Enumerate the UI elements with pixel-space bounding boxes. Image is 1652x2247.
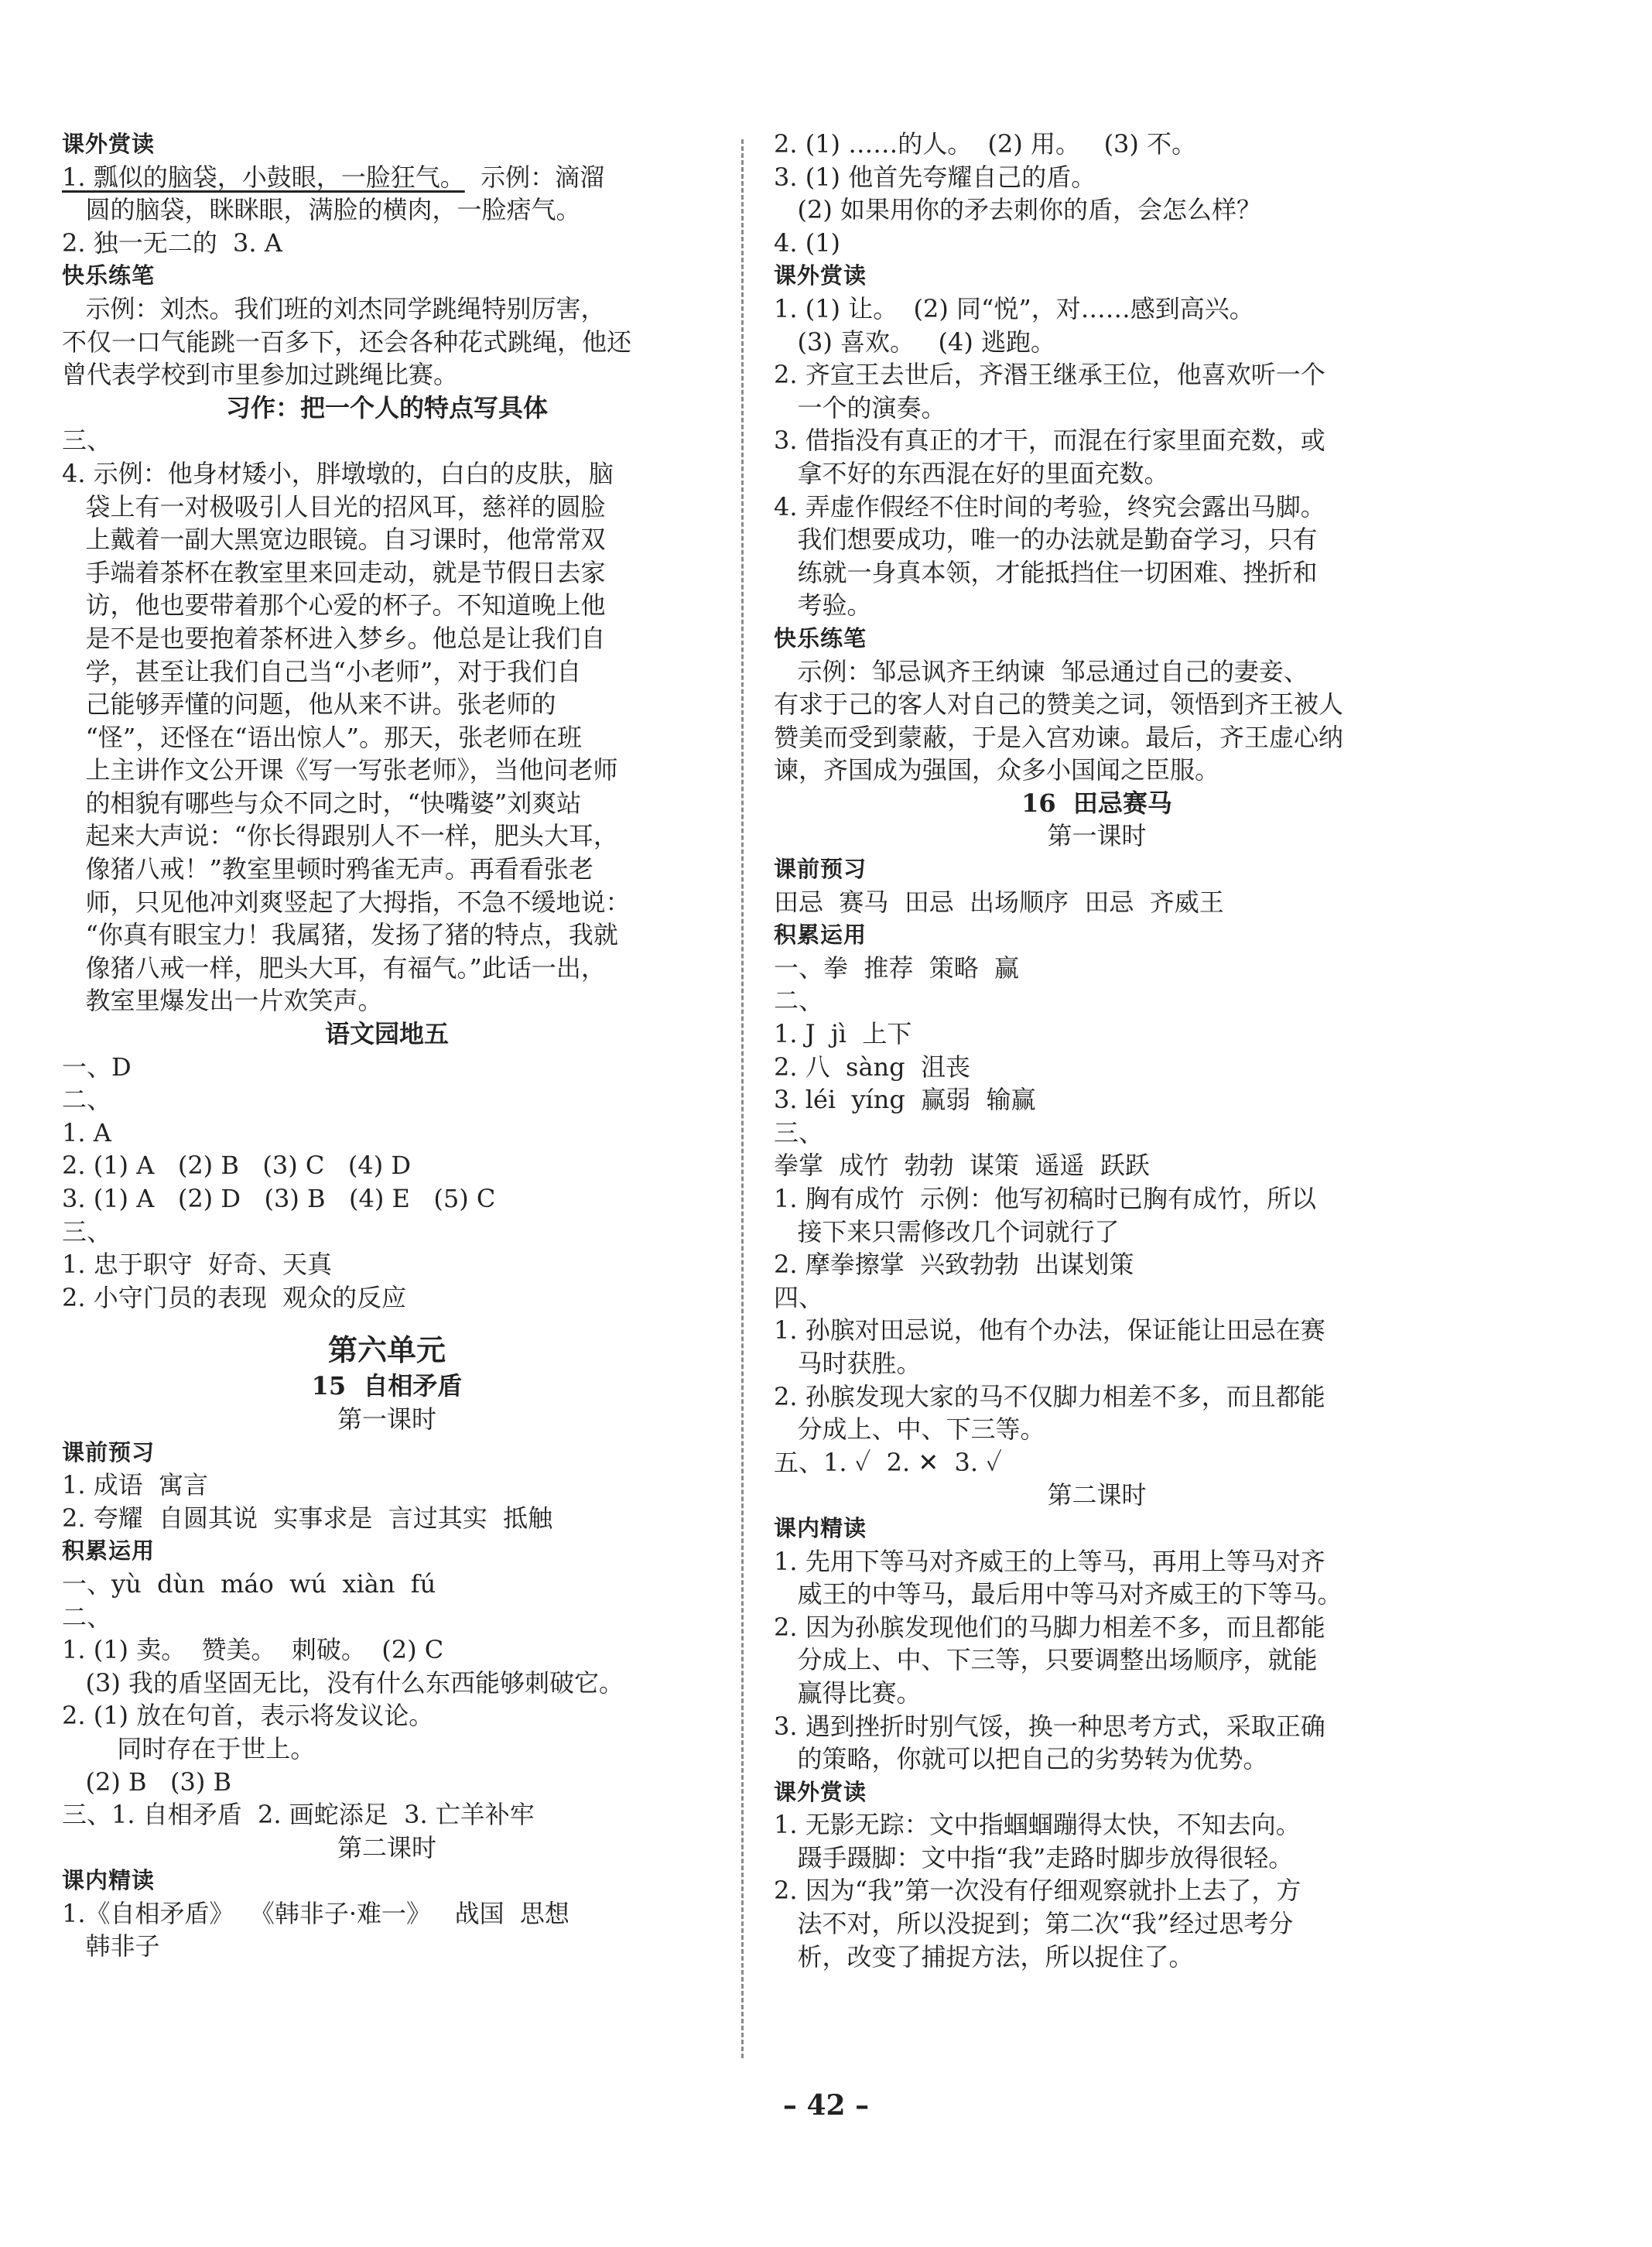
answer-line: 马时获胜。 xyxy=(774,1348,922,1378)
answer-line: 赢得比赛。 xyxy=(774,1678,922,1708)
answer-line: 2. 因为“我”第一次没有仔细观察就扑上去了，方 xyxy=(774,1876,1301,1906)
answer-line: 考验。 xyxy=(774,590,872,621)
period-title: 第二课时 xyxy=(1047,1480,1147,1510)
answer-line: 三、 xyxy=(774,1117,824,1147)
answer-line: 1. 胸有成竹 示例：他写初稿时已胸有成竹，所以 xyxy=(774,1184,1317,1213)
answer-line: 1. 无影无踪：文中指蝈蝈蹦得太快，不知去向。 xyxy=(774,1810,1301,1840)
lesson-title: 15 自相矛盾 xyxy=(311,1371,463,1401)
answer-line: 一个的演奏。 xyxy=(774,392,946,422)
answer-line: (3) 喜欢。 (4) 逃跑。 xyxy=(774,327,1056,357)
column-divider xyxy=(741,139,744,2058)
answer-line: 3. (1) 他首先夸耀自己的盾。 xyxy=(774,162,1096,192)
answer-line: 2. (1) A (2) B (3) C (4) D xyxy=(62,1151,412,1181)
answer-line xyxy=(62,161,712,194)
answer-line: 己能够弄懂的问题，他从来不讲。张老师的 xyxy=(62,689,556,720)
answer-line: 三、 xyxy=(62,426,112,456)
answer-line: 访，他也要带着那个心爱的杯子。不知道晚上他 xyxy=(62,590,606,621)
answer-line: 1. J jì 上下 xyxy=(774,1019,912,1049)
answer-line: 田忌 赛马 田忌 出场顺序 田忌 齐威王 xyxy=(774,887,1224,917)
section-heading: 课外赏读 xyxy=(774,262,867,289)
answer-line: 3. léi yíng 赢弱 输赢 xyxy=(774,1085,1036,1115)
answer-line: 分成上、中、下三等，只要调整出场顺序，就能 xyxy=(774,1645,1318,1675)
answer-line: 不仅一口气能跳一百多下，还会各种花式跳绳，他还 xyxy=(62,327,632,357)
answer-line: 教室里爆发出一片欢笑声。 xyxy=(62,986,383,1016)
answer-line: 接下来只需修改几个词就行了 xyxy=(774,1216,1120,1247)
answer-line: 曾代表学校到市里参加过跳绳比赛。 xyxy=(62,360,459,390)
answer-line: 谏，齐国成为强国，众多小国闻之臣服。 xyxy=(774,755,1220,785)
answer-line: 的策略，你就可以把自己的劣势转为优势。 xyxy=(774,1744,1268,1774)
answer-line: 3. 遇到挫折时别气馁，换一种思考方式，采取正确 xyxy=(774,1711,1325,1741)
answer-line: 析，改变了捕捉方法，所以捉住了。 xyxy=(774,1941,1194,1972)
answer-line: 1.《自相矛盾》 《韩非子·难一》 战国 思想 xyxy=(62,1898,569,1928)
answer-line: 像猪八戒！”教室里顿时鸦雀无声。再看看张老 xyxy=(62,854,593,884)
page-number: – 42 – xyxy=(782,2089,870,2122)
answer-line: 1. (1) 卖。 赞美。 刺破。 (2) C xyxy=(62,1635,444,1665)
answer-line: 2. 摩拳擦掌 兴致勃勃 出谋划策 xyxy=(774,1250,1134,1280)
answer-line: 4. 弄虚作假经不住时间的考验，终究会露出马脚。 xyxy=(774,491,1325,522)
answer-line: 3. (1) A (2) D (3) B (4) E (5) C xyxy=(62,1184,496,1213)
answer-line: 4. 示例：他身材矮小，胖墩墩的，白白的皮肤，脑 xyxy=(62,458,614,488)
right-column xyxy=(774,128,1420,1973)
answer-line: 三、1. 自相矛盾 2. 画蛇添足 3. 亡羊补牢 xyxy=(62,1800,535,1830)
answer-line: 起来大声说：“你长得跟别人不一样，肥头大耳， xyxy=(62,821,618,851)
section-heading: 课前预习 xyxy=(62,1438,156,1466)
answer-line: 1. 忠于职守 好奇、天真 xyxy=(62,1250,333,1280)
answer-line: 蹑手蹑脚：文中指“我”走路时脚步放得很轻。 xyxy=(774,1842,1294,1872)
section-heading: 积累运用 xyxy=(774,922,867,949)
answer-line: 分成上、中、下三等。 xyxy=(774,1414,1045,1445)
answer-line: 二、 xyxy=(774,986,824,1016)
answer-line: 韩非子 xyxy=(62,1931,160,1961)
answer-line: 威王的中等马，最后用中等马对齐威王的下等马。 xyxy=(774,1579,1342,1609)
answer-line: 有求于己的客人对自己的赞美之词，领悟到齐王被人 xyxy=(774,689,1344,720)
answer-line: 示例：邹忌讽齐王纳谏 邹忌通过自己的妻妾、 xyxy=(774,656,1308,686)
answer-line: 四、 xyxy=(774,1282,824,1312)
period-title: 第一课时 xyxy=(1047,821,1147,851)
answer-line: 学，甚至让我们自己当“小老师”，对于我们自 xyxy=(62,656,582,686)
answer-line: 3. 借指没有真正的才干，而混在行家里面充数，或 xyxy=(774,426,1325,456)
answer-line: 五、1. ✓ 2. ✕ 3. ✓ xyxy=(774,1447,1002,1477)
answer-line: 像猪八戒一样，肥头大耳，有福气。”此话一出， xyxy=(62,952,606,983)
underlined-answer: 1. 瓢似的脑袋，小鼓眼，一脸狂气。 xyxy=(62,162,465,192)
answer-line: 一、yù dùn máo wú xiàn fú xyxy=(62,1568,436,1599)
answer-line: 一、D xyxy=(62,1052,132,1082)
period-title: 第二课时 xyxy=(337,1832,436,1862)
section-heading: 课外赏读 xyxy=(774,1778,867,1805)
answer-line: 手端着茶杯在教室里来回走动，就是节假日去家 xyxy=(62,557,606,587)
section-heading: 快乐练笔 xyxy=(62,262,156,289)
answer-line: 二、 xyxy=(62,1602,112,1632)
answer-line: 二、 xyxy=(62,1085,112,1115)
section-heading: 快乐练笔 xyxy=(774,624,867,652)
answer-line: 的相貌有哪些与众不同之时，“快嘴婆”刘爽站 xyxy=(62,788,582,818)
answer-line: 拳掌 成竹 勃勃 谋策 遥遥 跃跃 xyxy=(774,1151,1150,1181)
answer-line: 拿不好的东西混在好的里面充数。 xyxy=(774,458,1169,488)
answer-line: “你真有眼宝力！我属猪，发扬了猪的特点，我就 xyxy=(62,920,618,950)
section-heading: 课前预习 xyxy=(774,856,867,883)
answer-line: 圆的脑袋，眯眯眼，满脸的横肉，一脸痞气。 xyxy=(62,195,581,225)
answer-line: 2. 齐宣王去世后，齐湣王继承王位，他喜欢听一个 xyxy=(774,360,1325,390)
section-heading: 课内精读 xyxy=(62,1867,156,1894)
answer-line: 1. (1) 让。 (2) 同“悦”，对……感到高兴。 xyxy=(774,293,1254,323)
answer-line: 法不对，所以没捉到；第二次“我”经过思考分 xyxy=(774,1909,1294,1939)
answer-line: 示例：刘杰。我们班的刘杰同学跳绳特别厉害， xyxy=(62,293,606,323)
unit-title: 第六单元 xyxy=(327,1332,446,1368)
answer-line: 2. 因为孙膑发现他们的马脚力相差不多，而且都能 xyxy=(774,1612,1325,1642)
answer-line: 2. 独一无二的 3. A xyxy=(62,227,282,258)
answer-line: “怪”，还怪在“语出惊人”。那天，张老师在班 xyxy=(62,722,582,752)
section-heading: 课外赏读 xyxy=(62,131,156,157)
answer-line: 2. 孙膑发现大家的马不仅脚力相差不多，而且都能 xyxy=(774,1381,1325,1411)
answer-line: 我们想要成功，唯一的办法就是勤奋学习，只有 xyxy=(774,525,1318,555)
answer-line: 赞美而受到蒙蔽，于是入宫劝谏。最后，齐王虚心纳 xyxy=(774,722,1344,752)
period-title: 第一课时 xyxy=(337,1404,436,1434)
answer-line: 上主讲作文公开课《写一写张老师》，当他问老师 xyxy=(62,755,618,785)
answer-line: 2. (1) ……的人。 (2) 用。 (3) 不。 xyxy=(774,129,1197,159)
answer-line: 2. 八 sàng 沮丧 xyxy=(774,1052,970,1082)
answer-line: 三、 xyxy=(62,1216,112,1247)
answer-line: 1. 成语 寓言 xyxy=(62,1470,209,1500)
answer-line: 同时存在于世上。 xyxy=(62,1733,316,1763)
answer-line: 上戴着一副大黑宽边眼镜。自习课时，他常常双 xyxy=(62,525,606,555)
answer-line: 1. A xyxy=(62,1117,111,1147)
subtitle: 习作：把一个人的特点写具体 xyxy=(225,392,548,422)
left-column xyxy=(62,128,712,1963)
answer-line: (2) 如果用你的矛去刺你的盾，会怎么样？ xyxy=(774,195,1262,225)
answer-line: 1. 先用下等马对齐威王的上等马，再用上等马对齐 xyxy=(774,1546,1325,1576)
answer-line: 4. (1) xyxy=(774,227,841,258)
answer-line: 2. 夸耀 自圆其说 实事求是 言过其实 抵触 xyxy=(62,1503,553,1533)
answer-line: 是不是也要抱着茶杯进入梦乡。他总是让我们自 xyxy=(62,623,606,653)
answer-text: 示例：滴溜 xyxy=(464,162,605,192)
answer-line: 师，只见他冲刘爽竖起了大拇指，不急不缓地说： xyxy=(62,887,631,917)
answer-line: 2. (1) 放在句首，表示将发议论。 xyxy=(62,1701,434,1731)
section-heading: 课内精读 xyxy=(774,1514,867,1541)
answer-line: (2) B (3) B xyxy=(62,1766,232,1797)
subtitle: 语文园地五 xyxy=(324,1019,449,1049)
answer-line: 1. 孙膑对田忌说，他有个办法，保证能让田忌在赛 xyxy=(774,1315,1325,1346)
lesson-title: 16 田忌赛马 xyxy=(1021,788,1172,818)
answer-line: 袋上有一对极吸引人目光的招风耳，慈祥的圆脸 xyxy=(62,491,606,522)
answer-line: (3) 我的盾坚固无比，没有什么东西能够刺破它。 xyxy=(62,1667,624,1698)
answer-line: 练就一身真本领，才能抵挡住一切困难、挫折和 xyxy=(774,557,1318,587)
section-heading: 积累运用 xyxy=(62,1537,156,1565)
answer-line: 2. 小守门员的表现 观众的反应 xyxy=(62,1282,407,1312)
answer-line: 一、拳 推荐 策略 赢 xyxy=(774,952,1020,983)
